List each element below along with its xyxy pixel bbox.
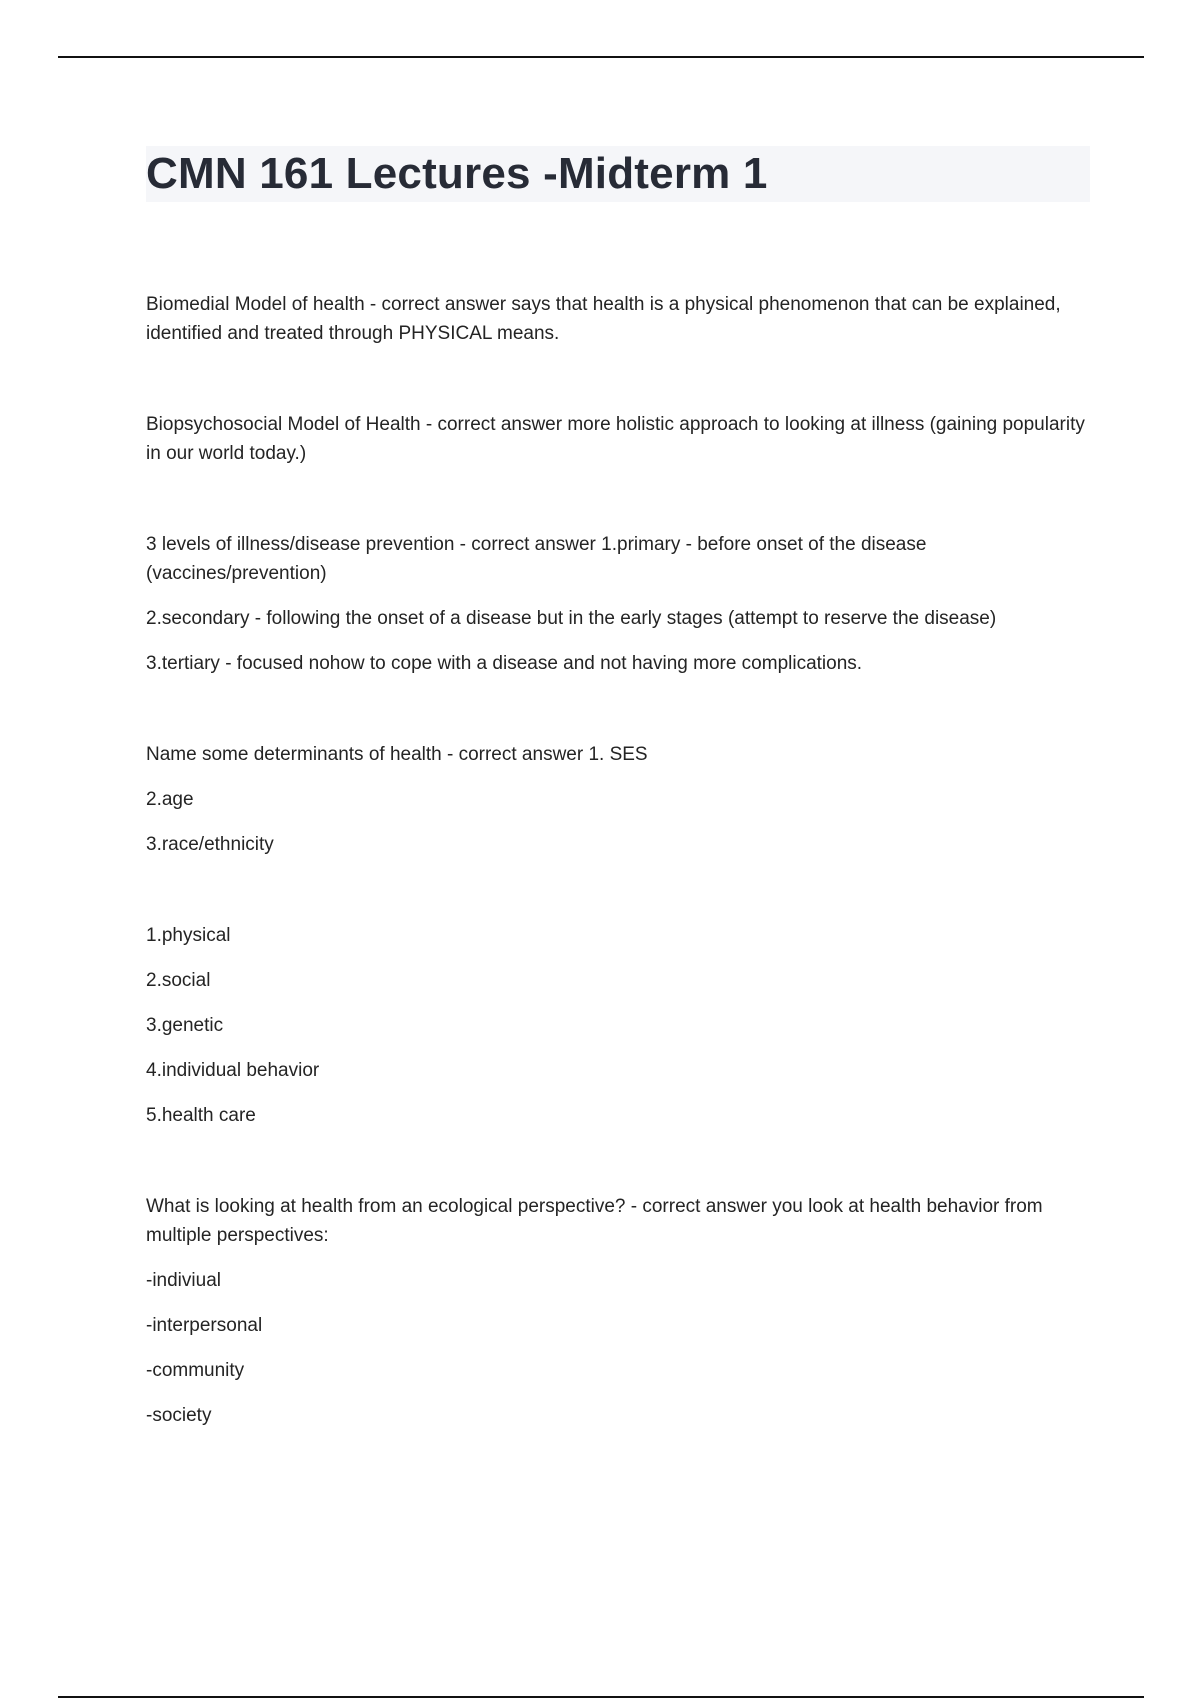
qa-paragraph: 3 levels of illness/disease prevention - correct answer 1.primary - before onset of the disease (vaccines/prevention)	[146, 534, 927, 584]
bottom-rule	[58, 1696, 1144, 1698]
top-rule	[58, 56, 1144, 58]
list-item: 3.tertiary - focused nohow to cope with a disease and not having more complications.	[146, 653, 863, 674]
list-item: 5.health care	[146, 1105, 256, 1126]
list-item: -society	[146, 1405, 212, 1426]
qa-block-determinant-list	[146, 921, 1086, 1130]
qa-block-ecological	[146, 1192, 1086, 1430]
list-item: 3.genetic	[146, 1015, 224, 1036]
list-item: 1.physical	[146, 925, 231, 946]
list-item: -interpersonal	[146, 1315, 263, 1336]
qa-paragraph: Biomedial Model of health - correct answer says that health is a physical phenomenon that can be explained, identified and treated through PHYSICAL means.	[146, 294, 1061, 344]
list-item: -community	[146, 1360, 245, 1381]
list-item: 3.race/ethnicity	[146, 834, 274, 855]
qa-block-biomedical	[146, 290, 1086, 348]
qa-paragraph: Biopsychosocial Model of Health - correct answer more holistic approach to looking at illness (gaining popularity in our world today.)	[146, 414, 1085, 464]
list-item: -indiviual	[146, 1270, 221, 1291]
document-title: CMN 161 Lectures -Midterm 1	[146, 149, 768, 198]
qa-paragraph: Name some determinants of health - correct answer 1. SES	[146, 744, 648, 765]
qa-block-prevention-levels	[146, 530, 1086, 678]
document-body	[146, 290, 1086, 1446]
qa-block-determinants	[146, 740, 1086, 859]
qa-paragraph: What is looking at health from an ecological perspective? - correct answer you look at health behavior from multiple perspectives:	[146, 1196, 1043, 1246]
list-item: 2.social	[146, 970, 211, 991]
list-item: 2.secondary - following the onset of a disease but in the early stages (attempt to reserve the disease)	[146, 608, 997, 629]
list-item: 4.individual behavior	[146, 1060, 320, 1081]
list-item: 2.age	[146, 789, 194, 810]
qa-block-biopsychosocial	[146, 410, 1086, 468]
